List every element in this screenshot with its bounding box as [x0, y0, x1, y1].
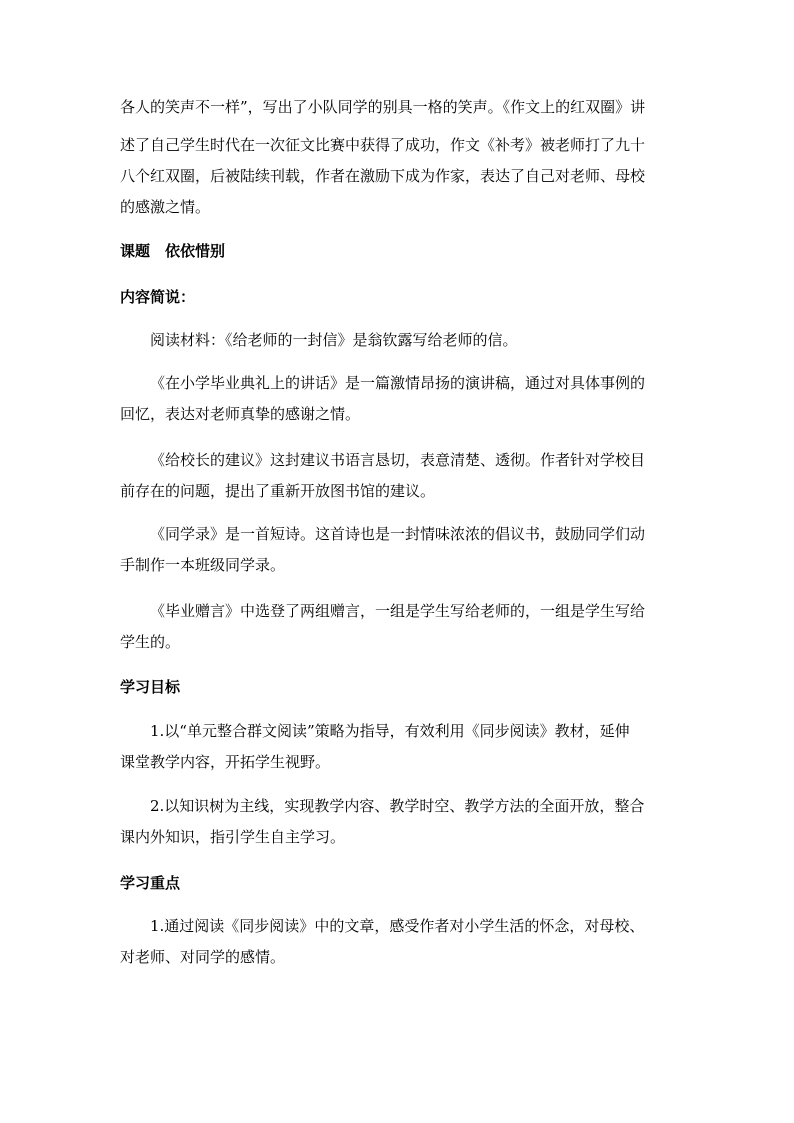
text-line: 回忆，表达对老师真挚的感谢之情。 — [120, 405, 361, 423]
text-line: 《给校长的建议》这封建议书语言恳切，表意清楚、透彻。作者针对学校目 — [150, 451, 646, 469]
text-line: 《在小学毕业典礼上的讲话》是一篇激情昂扬的演讲稿，通过对具体事例的 — [150, 374, 646, 392]
text-line: 述了自己学生时代在一次征文比赛中获得了成功，作文《补考》被老师打了九十 — [120, 136, 646, 154]
text-line: 1.以“单元整合群文阅读”策略为指导，有效利用《同步阅读》教材，延伸 — [150, 722, 630, 740]
text-line: 课内外知识，指引学生自主学习。 — [120, 828, 346, 846]
text-line: 手制作一本班级同学录。 — [120, 556, 286, 574]
goals-heading: 学习目标 — [120, 678, 181, 696]
text-line: 学生的。 — [120, 633, 181, 651]
summary-heading: 内容简说： — [120, 288, 196, 306]
focus-heading: 学习重点 — [120, 874, 181, 892]
lesson-title: 课题 依依惜别 — [120, 242, 226, 260]
text-line: 课堂教学内容，开拓学生视野。 — [120, 753, 331, 771]
text-line: 的感激之情。 — [120, 198, 211, 216]
text-line: 对老师、对同学的感情。 — [120, 948, 286, 966]
text-line: 2.以知识树为主线，实现教学内容、教学时空、教学方法的全面开放，整合 — [150, 797, 645, 815]
text-line: 《同学录》是一首短诗。这首诗也是一封情味浓浓的倡议书，鼓励同学们动 — [150, 525, 646, 543]
text-line: 前存在的问题，提出了重新开放图书馆的建议。 — [120, 482, 436, 500]
text-line: 《毕业赠言》中选登了两组赠言，一组是学生写给老师的，一组是学生写给 — [150, 602, 646, 620]
text-line: 各人的笑声不一样”，写出了小队同学的别具一格的笑声。《作文上的红双圈》讲 — [120, 98, 646, 116]
text-line: 1.通过阅读《同步阅读》中的文章，感受作者对小学生活的怀念，对母校、 — [150, 917, 645, 935]
text-line: 阅读材料：《给老师的一封信》是翁钦露写给老师的信。 — [150, 331, 518, 349]
text-line: 八个红双圈，后被陆续刊载，作者在激励下成为作家，表达了自己对老师、母校 — [120, 167, 646, 185]
